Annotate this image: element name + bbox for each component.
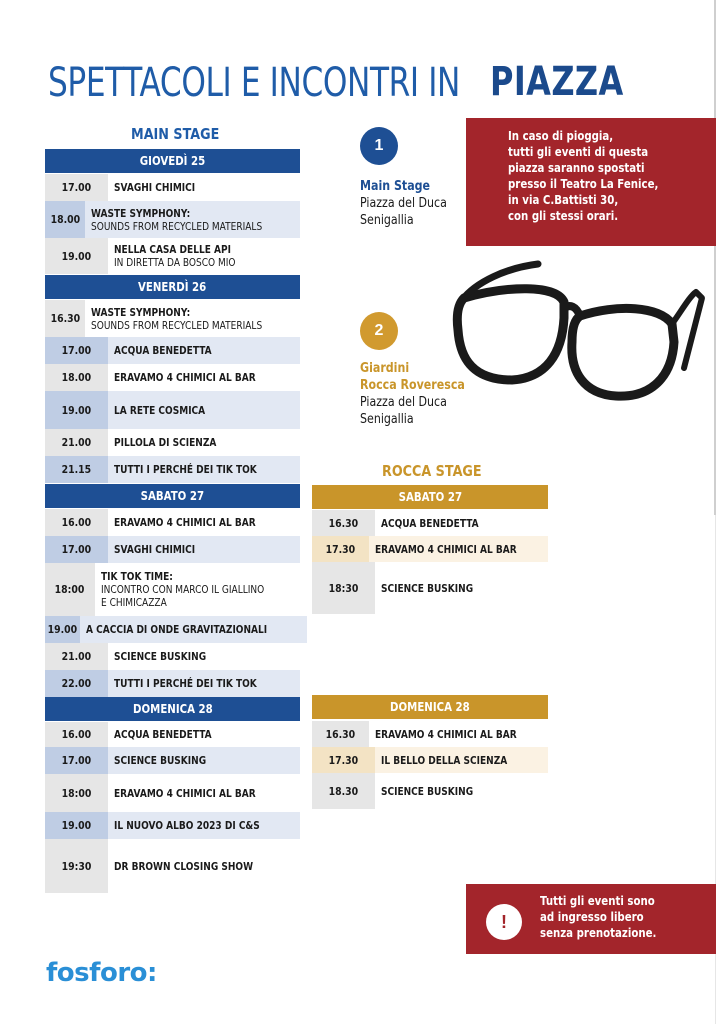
event-title-cell [108,536,300,563]
event-time: 19:30 [61,859,92,873]
event-time: 19.00 [61,819,92,832]
event-time: 18:30 [328,581,359,595]
event-title-cell [375,510,548,536]
event-title-cell [369,721,548,747]
event-title-line: TIK TOK TIME: [100,570,173,583]
event-time: 22.00 [61,677,92,690]
location-2-marker: 2 [360,312,398,350]
event-time-cell [45,536,108,563]
schedule-row [45,774,300,812]
event-title-cell [375,773,548,809]
event-time-cell [45,364,108,391]
event-title-cell [108,670,300,697]
schedule-row [312,562,548,614]
event-title-cell [108,643,300,670]
event-title-cell [108,509,300,536]
event-title-line: ERAVAMO 4 CHIMICI AL BAR [375,542,517,556]
rain-notice-line: piazza saranno spostati [508,161,645,175]
event-time-cell [45,616,80,643]
day-label: SABATO 27 [140,489,205,503]
day-header [45,149,300,173]
event-title-line: IN DIRETTA DA BOSCO MIO [114,256,236,269]
main-stage-title: MAIN STAGE [131,125,220,143]
event-time: 21.15 [61,463,92,476]
event-title-cell [108,364,300,391]
event-time-cell [45,509,108,536]
event-time-cell [45,201,85,238]
event-title-cell [369,536,548,562]
event-time: 18.00 [50,213,80,226]
event-time-cell [45,300,85,337]
schedule-row [45,300,300,337]
event-title-cell [85,300,300,337]
page-title [48,56,624,109]
schedule-row [312,721,548,747]
event-title-line: TUTTI I PERCHÉ DEI TIK TOK [114,463,257,476]
schedule-row [45,201,300,238]
event-title-line: PILLOLA DI SCIENZA [114,436,217,449]
schedule-row [45,429,300,456]
event-title-line: TUTTI I PERCHÉ DEI TIK TOK [114,677,257,690]
location-2-name: Rocca Roveresca [360,378,465,393]
event-time: 19.00 [61,403,92,417]
event-time-cell [312,510,375,536]
event-title-line: ACQUA BENEDETTA [114,728,212,741]
event-title-cell [108,747,300,774]
day-header [45,275,300,299]
event-title-line: ACQUA BENEDETTA [114,344,212,357]
schedule-row [45,563,300,616]
glasses-icon [446,258,706,428]
event-title-line: SOUNDS FROM RECYCLED MATERIALS [91,318,263,332]
schedule-row [45,391,300,429]
event-title-line: E CHIMICAZZA [100,596,167,609]
day-label: VENERDÌ 26 [138,280,207,294]
event-time: 18.00 [61,371,92,384]
event-title-line: INCONTRO CON MARCO IL GIALLINO [100,583,265,596]
event-time: 19.00 [47,623,78,636]
location-1-address-line: Piazza del Duca [360,196,447,211]
event-title-cell [108,812,300,839]
day-header [312,695,548,719]
event-time: 17.30 [325,542,356,556]
schedule-row [312,773,548,809]
rain-notice-line: in via C.Battisti 30, [508,193,619,207]
schedule-row [45,174,300,201]
location-1-address-line: Senigallia [360,213,414,228]
event-time: 18:00 [61,786,92,800]
rain-notice-line: In caso di pioggia, [508,129,614,143]
schedule-row [45,722,300,747]
event-title-line: A CACCIA DI ONDE GRAVITAZIONALI [85,623,267,636]
event-time-cell [45,670,108,697]
event-title-cell [108,774,300,812]
event-title-line: LA RETE COSMICA [114,403,206,417]
event-time-cell [45,563,95,616]
event-title-cell [108,722,300,747]
event-time: 18.30 [328,784,359,798]
event-time-cell [45,391,108,429]
event-title-cell [108,391,300,429]
schedule-row [45,747,300,774]
event-time-cell [45,747,108,774]
event-title-cell [85,201,300,238]
event-time: 16.30 [328,516,359,530]
event-title-line: SCIENCE BUSKING [381,581,474,595]
day-label: DOMENICA 28 [390,700,470,714]
event-title-cell [375,747,548,773]
location-2-name: Giardini [360,361,410,376]
event-title-line: SVAGHI CHIMICI [114,181,196,194]
schedule-row [45,456,300,483]
page-title-light: SPETTACOLI E INCONTRI IN [48,60,461,106]
schedule-row [45,238,300,274]
event-title-cell [108,456,300,483]
event-title-line: SVAGHI CHIMICI [114,543,196,556]
event-time-cell [312,773,375,809]
event-title-line: SCIENCE BUSKING [381,784,474,798]
day-header [45,484,300,508]
free-entry-line: senza prenotazione. [540,926,657,940]
day-header [45,697,300,721]
exclamation-icon: ! [486,904,522,940]
schedule-row [312,536,548,562]
event-time: 17.00 [61,344,92,357]
event-time: 16.30 [325,727,356,741]
event-title-line: WASTE SYMPHONY: [91,305,191,319]
day-label: DOMENICA 28 [132,702,213,716]
event-title-line: ERAVAMO 4 CHIMICI AL BAR [114,516,256,529]
event-title-cell [80,616,307,643]
day-label: GIOVEDÌ 25 [139,154,206,168]
schedule-row [45,839,300,893]
rain-notice-line: tutti gli eventi di questa [508,145,649,159]
event-title-cell [108,337,300,364]
event-title-cell [108,839,300,893]
event-title-line: SCIENCE BUSKING [114,650,207,663]
schedule-row [45,536,300,563]
event-title-cell [108,429,300,456]
location-1-marker: 1 [360,127,398,165]
schedule-row [312,747,548,773]
event-time: 21.00 [61,436,92,449]
event-title-line: ERAVAMO 4 CHIMICI AL BAR [375,727,517,741]
event-time-cell [45,238,108,274]
event-title-line: ERAVAMO 4 CHIMICI AL BAR [114,371,256,384]
event-title-cell [108,174,300,201]
location-2-address-line: Piazza del Duca [360,395,447,410]
event-title-line: DR BROWN CLOSING SHOW [114,859,254,873]
event-time-cell [312,721,369,747]
event-time: 19.00 [61,249,92,263]
schedule-row [312,510,548,536]
day-header [312,485,548,509]
event-time: 16.00 [61,728,92,741]
free-entry-line: Tutti gli eventi sono [540,894,655,908]
event-time-cell [312,562,375,614]
event-time: 16.00 [61,516,92,529]
event-time: 17.00 [61,754,92,767]
event-time: 21.00 [61,650,92,663]
day-label: SABATO 27 [398,490,462,504]
rocca-stage-title: ROCCA STAGE [382,462,482,480]
event-time: 18:00 [55,583,85,596]
schedule-row [45,616,300,643]
location-1-name: Main Stage [360,179,431,194]
event-time-cell [45,456,108,483]
event-title-line: IL NUOVO ALBO 2023 DI C&S [114,819,260,832]
rain-notice-line: con gli stessi orari. [508,209,619,223]
location-1 [360,178,462,229]
schedule-row [45,643,300,670]
event-time: 17.00 [61,181,92,194]
schedule-row [45,509,300,536]
event-time: 16.30 [50,312,80,325]
event-time-cell [45,839,108,893]
event-title-line: SOUNDS FROM RECYCLED MATERIALS [91,219,263,233]
page-title-bold: PIAZZA [490,59,624,105]
event-title-line: WASTE SYMPHONY: [91,206,191,220]
event-time-cell [45,812,108,839]
schedule-row [45,364,300,391]
event-title-line: NELLA CASA DELLE API [114,243,231,256]
event-title-line: ACQUA BENEDETTA [381,516,479,530]
schedule-row [45,337,300,364]
event-title-cell [375,562,548,614]
event-time-cell [45,643,108,670]
fosforo-logo: fosforo: [46,958,157,988]
event-title-line: SCIENCE BUSKING [114,754,207,767]
event-time-cell [312,536,369,562]
rain-notice [466,118,716,246]
event-time: 17.00 [61,543,92,556]
event-time-cell [45,722,108,747]
event-time-cell [312,747,375,773]
event-time: 17.30 [328,753,359,767]
event-title-cell [95,563,300,616]
rain-notice-line: presso il Teatro La Fenice, [508,177,659,191]
schedule-row [45,812,300,839]
event-title-line: ERAVAMO 4 CHIMICI AL BAR [114,786,256,800]
location-2-address-line: Senigallia [360,412,414,427]
event-time-cell [45,337,108,364]
event-title-cell [108,238,300,274]
event-time-cell [45,774,108,812]
event-title-line: IL BELLO DELLA SCIENZA [381,753,508,767]
event-time-cell [45,429,108,456]
event-time-cell [45,174,108,201]
schedule-row [45,670,300,697]
free-entry-line: ad ingresso libero [540,910,644,924]
